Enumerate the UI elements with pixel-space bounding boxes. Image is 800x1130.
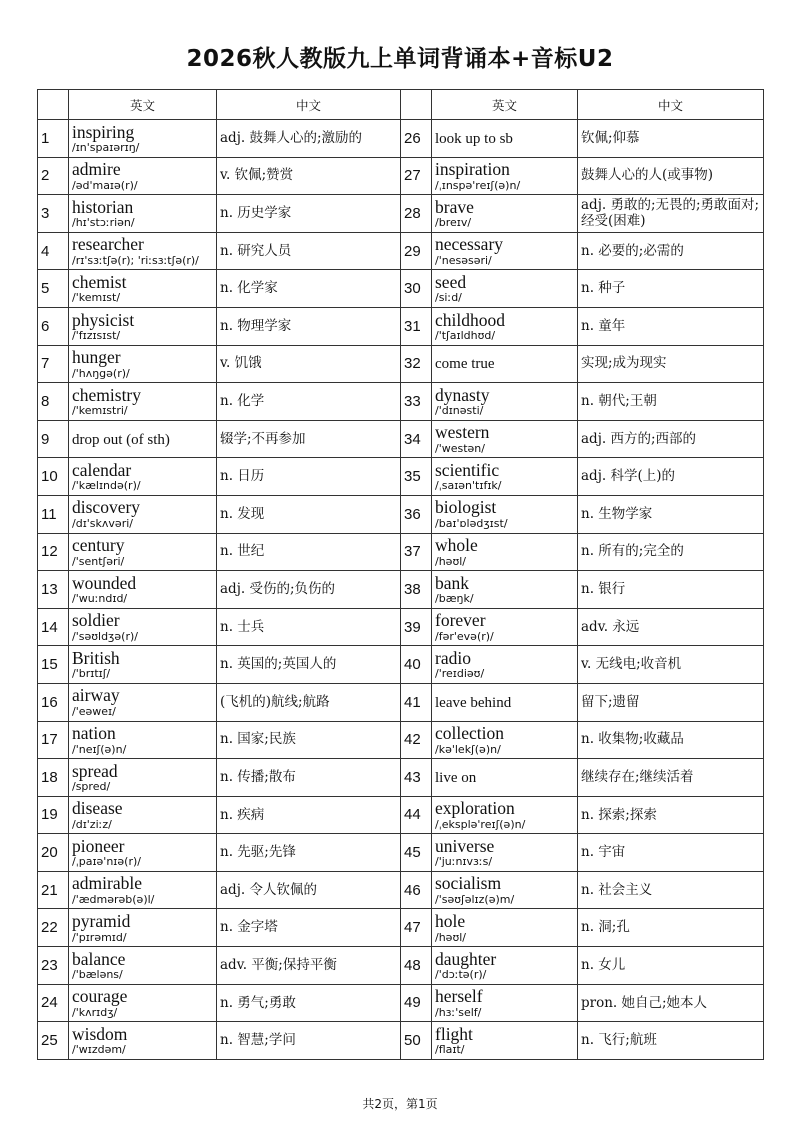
entry-number: 40 xyxy=(401,646,432,684)
entry-english xyxy=(432,571,578,609)
entry-chinese: v. 饥饿 xyxy=(217,345,401,383)
entry-english xyxy=(69,307,217,345)
entry-english xyxy=(432,608,578,646)
table-row xyxy=(38,871,764,909)
entry-chinese: v. 钦佩;赞赏 xyxy=(217,157,401,195)
entry-number: 31 xyxy=(401,307,432,345)
entry-phonetic: /'kemɪst/ xyxy=(72,291,121,305)
entry-chinese: n. 传播;散布 xyxy=(217,759,401,797)
entry-chinese: 鼓舞人心的人(或事物) xyxy=(578,157,764,195)
entry-number: 38 xyxy=(401,571,432,609)
entry-number: 23 xyxy=(38,947,69,985)
entry-number: 25 xyxy=(38,1022,69,1060)
entry-chinese: n. 女儿 xyxy=(578,947,764,985)
entry-word: brave xyxy=(435,196,474,217)
entry-number: 9 xyxy=(38,420,69,458)
table-row xyxy=(38,270,764,308)
entry-english xyxy=(69,984,217,1022)
entry-english xyxy=(432,834,578,872)
entry-english xyxy=(432,909,578,947)
entry-word: flight xyxy=(435,1023,473,1044)
entry-number: 29 xyxy=(401,232,432,270)
entry-word: necessary xyxy=(435,234,504,255)
entry-english xyxy=(69,947,217,985)
entry-phonetic: /əd'maɪə(r)/ xyxy=(72,178,138,192)
entry-number: 11 xyxy=(38,495,69,533)
entry-chinese: n. 物理学家 xyxy=(217,307,401,345)
entry-phonetic: /ˌeksplə'reɪʃ(ə)n/ xyxy=(435,817,526,831)
entry-number: 50 xyxy=(401,1022,432,1060)
entry-number: 37 xyxy=(401,533,432,571)
header-english-left: 英文 xyxy=(69,90,217,120)
entry-phonetic: /fər'evə(r)/ xyxy=(435,629,494,643)
entry-word: discovery xyxy=(72,497,141,518)
entry-phonetic: /kə'lekʃ(ə)n/ xyxy=(435,742,501,756)
entry-english xyxy=(432,947,578,985)
entry-number: 30 xyxy=(401,270,432,308)
entry-word: inspiring xyxy=(72,121,135,142)
entry-word: inspiration xyxy=(435,159,510,180)
header-number-right xyxy=(401,90,432,120)
page-title: 2026秋人教版九上单词背诵本+音标U2 xyxy=(186,46,614,72)
entry-chinese: n. 宇宙 xyxy=(578,834,764,872)
entry-word: whole xyxy=(435,535,478,556)
entry-chinese: n. 所有的;完全的 xyxy=(578,533,764,571)
entry-english xyxy=(69,834,217,872)
entry-number: 12 xyxy=(38,533,69,571)
entry-number: 10 xyxy=(38,458,69,496)
entry-word: western xyxy=(435,422,490,443)
entry-number: 16 xyxy=(38,683,69,721)
table-row xyxy=(38,420,764,458)
table-row xyxy=(38,984,764,1022)
entry-word: historian xyxy=(72,196,134,217)
entry-word: exploration xyxy=(435,798,515,819)
table-row xyxy=(38,157,764,195)
entry-word: pyramid xyxy=(72,911,131,932)
entry-number: 4 xyxy=(38,232,69,270)
entry-phonetic: /həʊl/ xyxy=(435,930,467,944)
entry-word: universe xyxy=(435,835,495,856)
table-row xyxy=(38,947,764,985)
entry-phonetic: /'pɪrəmɪd/ xyxy=(72,930,127,944)
entry-english xyxy=(69,157,217,195)
entry-phonetic: /spred/ xyxy=(72,780,111,794)
table-row xyxy=(38,495,764,533)
entry-english xyxy=(69,195,217,233)
entry-chinese: 继续存在;继续活着 xyxy=(578,759,764,797)
entry-word: daughter xyxy=(435,948,497,969)
entry-phonetic: /baɪ'ɒlədʒɪst/ xyxy=(435,516,508,530)
entry-number: 15 xyxy=(38,646,69,684)
entry-phonetic: /'bæləns/ xyxy=(72,968,123,982)
table-row xyxy=(38,458,764,496)
entry-chinese: 钦佩;仰慕 xyxy=(578,120,764,158)
entry-word: scientific xyxy=(435,459,500,480)
entry-chinese: n. 研究人员 xyxy=(217,232,401,270)
entry-english xyxy=(69,383,217,421)
entry-phrase: leave behind xyxy=(435,694,512,711)
entry-phonetic: /'neɪʃ(ə)n/ xyxy=(72,742,127,756)
entry-phonetic: /'reɪdiəʊ/ xyxy=(435,667,485,681)
entry-phonetic: /siːd/ xyxy=(435,291,462,305)
entry-number: 45 xyxy=(401,834,432,872)
entry-word: physicist xyxy=(72,309,135,330)
entry-english xyxy=(69,120,217,158)
entry-english xyxy=(432,307,578,345)
entry-english xyxy=(69,270,217,308)
header-chinese-right: 中文 xyxy=(578,90,764,120)
entry-chinese: adj. 西方的;西部的 xyxy=(578,420,764,458)
entry-chinese: n. 飞行;航班 xyxy=(578,1022,764,1060)
entry-phonetic: /'nesəsəri/ xyxy=(435,253,492,267)
entry-english xyxy=(69,232,217,270)
entry-english xyxy=(69,796,217,834)
entry-chinese: n. 化学 xyxy=(217,383,401,421)
entry-chinese: pron. 她自己;她本人 xyxy=(578,984,764,1022)
entry-word: admirable xyxy=(72,873,142,894)
entry-english xyxy=(432,721,578,759)
entry-number: 26 xyxy=(401,120,432,158)
table-row xyxy=(38,759,764,797)
entry-english xyxy=(432,759,578,797)
entry-chinese: 留下;遗留 xyxy=(578,683,764,721)
entry-english xyxy=(69,571,217,609)
entry-number: 8 xyxy=(38,383,69,421)
entry-phonetic: /'kælɪndə(r)/ xyxy=(72,479,141,493)
table-row xyxy=(38,909,764,947)
entry-number: 47 xyxy=(401,909,432,947)
entry-chinese: n. 世纪 xyxy=(217,533,401,571)
entry-word: calendar xyxy=(72,459,132,480)
entry-english xyxy=(432,458,578,496)
entry-phonetic: /'dɔːtə(r)/ xyxy=(435,968,487,982)
entry-phonetic: /'fɪzɪsɪst/ xyxy=(72,329,121,343)
table-row xyxy=(38,383,764,421)
entry-english xyxy=(69,759,217,797)
entry-english xyxy=(432,420,578,458)
entry-phonetic: /'westən/ xyxy=(435,441,485,455)
entry-phonetic: /'dɪnəsti/ xyxy=(435,404,484,418)
entry-number: 22 xyxy=(38,909,69,947)
entry-phonetic: /ˌɪnspə'reɪʃ(ə)n/ xyxy=(435,178,521,192)
entry-chinese: 辍学;不再参加 xyxy=(217,420,401,458)
entry-number: 49 xyxy=(401,984,432,1022)
entry-chinese: n. 收集物;收藏品 xyxy=(578,721,764,759)
entry-phonetic: /bæŋk/ xyxy=(435,592,474,606)
table-row xyxy=(38,533,764,571)
entry-word: dynasty xyxy=(435,384,490,405)
entry-english xyxy=(69,533,217,571)
table-row xyxy=(38,646,764,684)
entry-chinese: n. 社会主义 xyxy=(578,871,764,909)
entry-chinese: n. 勇气;勇敢 xyxy=(217,984,401,1022)
entry-word: British xyxy=(72,647,120,668)
entry-phonetic: /'səʊldʒə(r)/ xyxy=(72,629,138,643)
entry-english xyxy=(432,495,578,533)
entry-phonetic: /'hʌŋgə(r)/ xyxy=(72,366,130,380)
entry-english xyxy=(432,345,578,383)
entry-number: 33 xyxy=(401,383,432,421)
entry-phonetic: /ɪn'spaɪərɪŋ/ xyxy=(72,141,140,155)
entry-number: 44 xyxy=(401,796,432,834)
entry-number: 18 xyxy=(38,759,69,797)
entry-english xyxy=(432,157,578,195)
entry-chinese: adj. 令人钦佩的 xyxy=(217,871,401,909)
entry-number: 36 xyxy=(401,495,432,533)
entry-number: 13 xyxy=(38,571,69,609)
entry-chinese: n. 历史学家 xyxy=(217,195,401,233)
table-row xyxy=(38,345,764,383)
entry-word: chemistry xyxy=(72,384,142,405)
entry-number: 42 xyxy=(401,721,432,759)
entry-number: 21 xyxy=(38,871,69,909)
entry-word: pioneer xyxy=(72,835,125,856)
entry-chinese: adj. 科学(上)的 xyxy=(578,458,764,496)
entry-chinese: adj. 受伤的;负伤的 xyxy=(217,571,401,609)
entry-phonetic: /dɪ'skʌvəri/ xyxy=(72,516,133,530)
entry-english xyxy=(69,608,217,646)
entry-chinese: n. 探索;探索 xyxy=(578,796,764,834)
entry-number: 3 xyxy=(38,195,69,233)
entry-phonetic: /'brɪtɪʃ/ xyxy=(72,667,111,681)
page-footer: 共2页，第1页 xyxy=(362,1097,438,1111)
table-row xyxy=(38,232,764,270)
entry-word: seed xyxy=(435,271,467,292)
table-row xyxy=(38,834,764,872)
entry-word: childhood xyxy=(435,309,505,330)
entry-chinese: n. 必要的;必需的 xyxy=(578,232,764,270)
entry-number: 39 xyxy=(401,608,432,646)
entry-chinese: n. 英国的;英国人的 xyxy=(217,646,401,684)
entry-phonetic: /ˌpaɪə'nɪə(r)/ xyxy=(72,855,141,869)
entry-phonetic: /'kʌrɪdʒ/ xyxy=(72,1005,118,1019)
entry-english xyxy=(432,120,578,158)
entry-word: wounded xyxy=(72,572,137,593)
table-row xyxy=(38,683,764,721)
entry-number: 7 xyxy=(38,345,69,383)
entry-english xyxy=(69,646,217,684)
entry-english xyxy=(432,646,578,684)
entry-word: airway xyxy=(72,685,120,706)
entry-chinese: adj. 勇敢的;无畏的;勇敢面对;经受(困难) xyxy=(578,195,764,233)
entry-chinese: 实现;成为现实 xyxy=(578,345,764,383)
entry-number: 32 xyxy=(401,345,432,383)
entry-phrase: drop out (of sth) xyxy=(72,431,170,448)
entry-phonetic: /'juːnɪvɜːs/ xyxy=(435,855,493,869)
entry-phonetic: /breɪv/ xyxy=(435,216,472,230)
table-row xyxy=(38,721,764,759)
entry-number: 6 xyxy=(38,307,69,345)
entry-number: 48 xyxy=(401,947,432,985)
entry-chinese: n. 疾病 xyxy=(217,796,401,834)
entry-word: hole xyxy=(435,911,466,932)
entry-number: 27 xyxy=(401,157,432,195)
table-header-row xyxy=(38,90,764,120)
entry-number: 14 xyxy=(38,608,69,646)
entry-chinese: n. 朝代;王朝 xyxy=(578,383,764,421)
header-english-right: 英文 xyxy=(432,90,578,120)
entry-phonetic: /'tʃaɪldhʊd/ xyxy=(435,329,496,343)
entry-chinese: v. 无线电;收音机 xyxy=(578,646,764,684)
entry-word: spread xyxy=(72,760,118,781)
entry-number: 41 xyxy=(401,683,432,721)
entry-number: 20 xyxy=(38,834,69,872)
table-row xyxy=(38,120,764,158)
entry-word: forever xyxy=(435,610,486,631)
table-row xyxy=(38,796,764,834)
entry-chinese: n. 洞;孔 xyxy=(578,909,764,947)
entry-number: 2 xyxy=(38,157,69,195)
entry-english xyxy=(69,1022,217,1060)
entry-chinese: n. 士兵 xyxy=(217,608,401,646)
entry-phonetic: /hɜː'self/ xyxy=(435,1005,482,1019)
entry-phonetic: /'ædmərəb(ə)l/ xyxy=(72,892,155,906)
entry-word: socialism xyxy=(435,873,502,894)
table-row xyxy=(38,195,764,233)
entry-phonetic: /'sentʃəri/ xyxy=(72,554,125,568)
entry-english xyxy=(69,721,217,759)
entry-english xyxy=(432,683,578,721)
vocabulary-table-body xyxy=(38,120,764,1060)
table-row xyxy=(38,1022,764,1060)
entry-english xyxy=(432,871,578,909)
entry-phrase: look up to sb xyxy=(435,130,513,147)
entry-phonetic: /'wuːndɪd/ xyxy=(72,592,128,606)
entry-number: 43 xyxy=(401,759,432,797)
entry-word: chemist xyxy=(72,271,127,292)
entry-english xyxy=(432,1022,578,1060)
entry-english xyxy=(432,533,578,571)
entry-phonetic: /'eəweɪ/ xyxy=(72,704,116,718)
entry-word: century xyxy=(72,535,125,556)
entry-chinese: n. 童年 xyxy=(578,307,764,345)
entry-english xyxy=(69,909,217,947)
entry-word: bank xyxy=(435,572,470,593)
entry-chinese: n. 金字塔 xyxy=(217,909,401,947)
entry-english xyxy=(432,796,578,834)
entry-chinese: n. 国家;民族 xyxy=(217,721,401,759)
entry-english xyxy=(432,383,578,421)
entry-chinese: n. 种子 xyxy=(578,270,764,308)
entry-word: nation xyxy=(72,723,116,744)
entry-english xyxy=(69,345,217,383)
entry-chinese: n. 发现 xyxy=(217,495,401,533)
entry-english xyxy=(432,232,578,270)
entry-number: 28 xyxy=(401,195,432,233)
entry-number: 19 xyxy=(38,796,69,834)
entry-number: 24 xyxy=(38,984,69,1022)
entry-number: 1 xyxy=(38,120,69,158)
table-row xyxy=(38,571,764,609)
entry-number: 5 xyxy=(38,270,69,308)
entry-chinese: adv. 永远 xyxy=(578,608,764,646)
entry-word: biologist xyxy=(435,497,497,518)
entry-number: 46 xyxy=(401,871,432,909)
entry-word: balance xyxy=(72,948,126,969)
entry-word: radio xyxy=(435,647,471,668)
entry-chinese: n. 先驱;先锋 xyxy=(217,834,401,872)
entry-chinese: n. 生物学家 xyxy=(578,495,764,533)
entry-chinese: adv. 平衡;保持平衡 xyxy=(217,947,401,985)
entry-phonetic: /'səʊʃəlɪz(ə)m/ xyxy=(435,892,515,906)
entry-word: admire xyxy=(72,159,121,180)
entry-phonetic: /ˌsaɪən'tɪfɪk/ xyxy=(435,479,502,493)
entry-word: disease xyxy=(72,798,123,819)
entry-word: courage xyxy=(72,986,128,1007)
entry-english xyxy=(69,871,217,909)
vocabulary-table xyxy=(37,89,764,1060)
entry-phonetic: /həʊl/ xyxy=(435,554,467,568)
entry-word: researcher xyxy=(72,234,144,255)
entry-phonetic: /dɪ'ziːz/ xyxy=(72,817,112,831)
entry-english xyxy=(69,495,217,533)
entry-chinese: n. 银行 xyxy=(578,571,764,609)
entry-english xyxy=(432,195,578,233)
entry-chinese: (飞机的)航线;航路 xyxy=(217,683,401,721)
entry-english xyxy=(432,984,578,1022)
entry-phrase: come true xyxy=(435,356,495,373)
entry-english xyxy=(432,270,578,308)
table-row xyxy=(38,608,764,646)
entry-chinese: n. 日历 xyxy=(217,458,401,496)
entry-phonetic: /'wɪzdəm/ xyxy=(72,1043,126,1057)
entry-word: soldier xyxy=(72,610,120,631)
header-number-left xyxy=(38,90,69,120)
entry-english xyxy=(69,420,217,458)
entry-word: herself xyxy=(435,986,483,1007)
entry-number: 34 xyxy=(401,420,432,458)
entry-english xyxy=(69,458,217,496)
table-row xyxy=(38,307,764,345)
entry-chinese: adj. 鼓舞人心的;激励的 xyxy=(217,120,401,158)
entry-chinese: n. 智慧;学问 xyxy=(217,1022,401,1060)
entry-english xyxy=(69,683,217,721)
entry-word: hunger xyxy=(72,347,121,368)
entry-number: 17 xyxy=(38,721,69,759)
entry-chinese: n. 化学家 xyxy=(217,270,401,308)
header-chinese-left: 中文 xyxy=(217,90,401,120)
entry-phonetic: /rɪ'sɜːtʃə(r); 'riːsɜːtʃə(r)/ xyxy=(72,253,199,267)
entry-phrase: live on xyxy=(435,769,477,786)
entry-number: 35 xyxy=(401,458,432,496)
entry-phonetic: /flaɪt/ xyxy=(435,1043,465,1057)
entry-phonetic: /hɪ'stɔːriən/ xyxy=(72,216,135,230)
entry-word: collection xyxy=(435,723,505,744)
entry-word: wisdom xyxy=(72,1023,128,1044)
entry-phonetic: /'kemɪstri/ xyxy=(72,404,128,418)
